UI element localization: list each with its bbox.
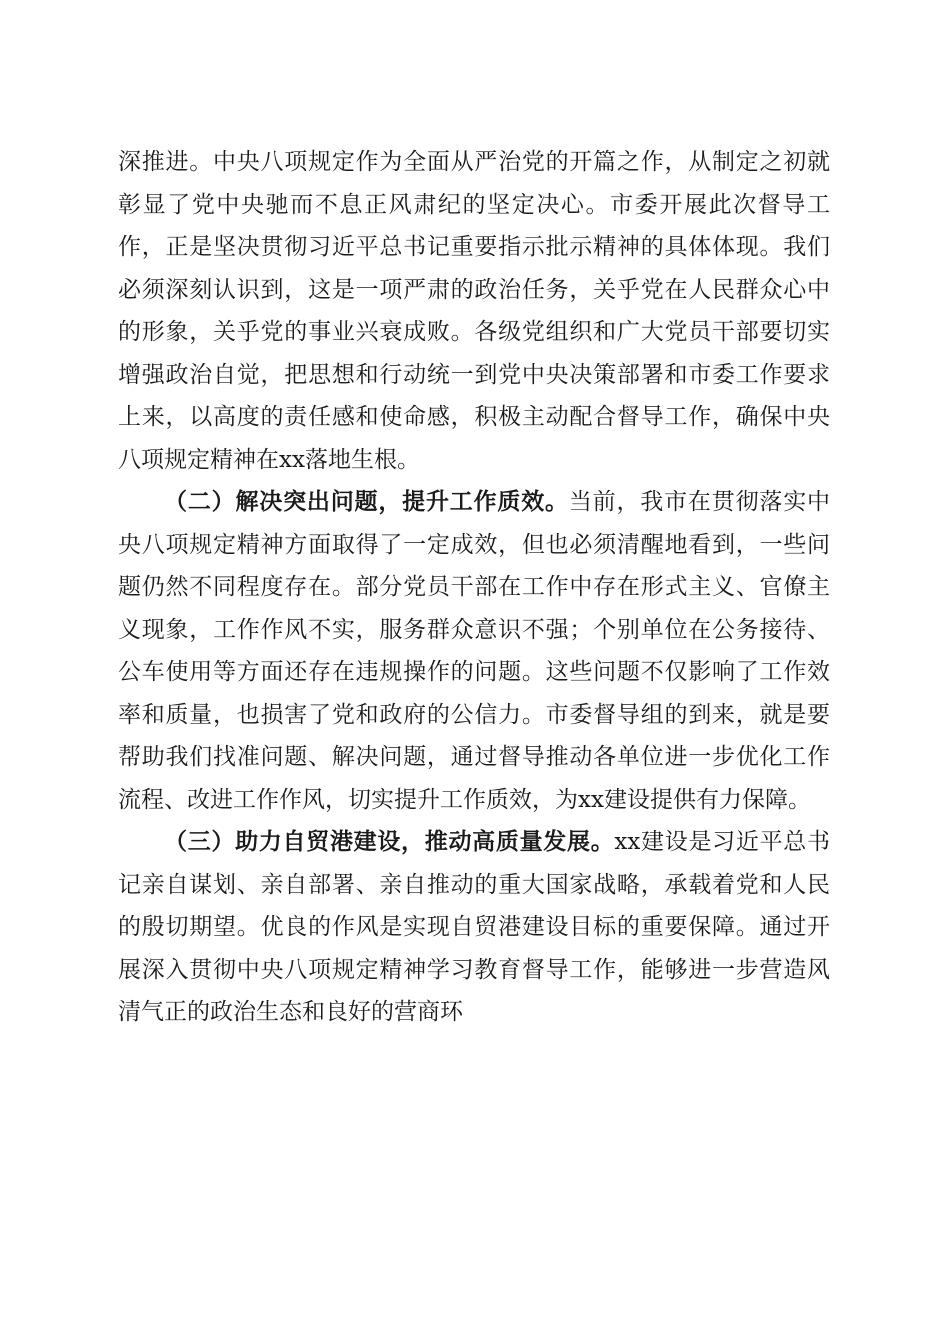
section-heading-2: （二）解决突出问题，提升工作质效。 [164, 488, 569, 515]
paragraph-section-3 [118, 821, 830, 1034]
paragraph-continuation: 深推进。中央八项规定作为全面从严治党的开篇之作，从制定之初就彰显了党中央驰而不息正风肃纪的坚定决心。市委开展此次督导工作，正是坚决贯彻习近平总书记重要指示批示精神的具体体现。我们必须深刻认识到，这是一项严肃的政治任务，关乎党在人民群众心中的形象，关乎党的事业兴衰成败。各级党组织和广大党员干部要切实增强政治自觉，把思想和行动统一到党中央决策部署和市委工作要求上来，以高度的责任感和使命感，积极主动配合督导工作，确保中央八项规定精神在xx落地生根。 [118, 149, 830, 473]
section-body-2: 当前，我市在贯彻落实中央八项规定精神方面取得了一定成效，但也必须清醒地看到，一些问题仍然不同程度存在。部分党员干部在工作中存在形式主义、官僚主义现象，工作作风不实，服务群众意识不强；个别单位在公务接待、公车使用等方面还存在违规操作的问题。这些问题不仅影响了工作效率和质量，也损害了党和政府的公信力。市委督导组的到来，就是要帮助我们找准问题、解决问题，通过督导推动各单位进一步优化工作流程、改进工作作风，切实提升工作质效，为xx建设提供有力保障。 [118, 489, 831, 813]
section-heading-3: （三）助力自贸港建设，推动高质量发展。 [164, 828, 615, 855]
document-body [118, 141, 830, 1034]
section-body-3: xx建设是习近平总书记亲自谋划、亲自部署、亲自推动的重大国家战略，承载着党和人民的殷切期望。优良的作风是实现自贸港建设目标的重要保障。通过开展深入贯彻中央八项规定精神学习教育督导工作，能够进一步营造风清气正的政治生态和良好的营商环 [118, 829, 830, 1025]
paragraph-section-2 [118, 481, 830, 821]
